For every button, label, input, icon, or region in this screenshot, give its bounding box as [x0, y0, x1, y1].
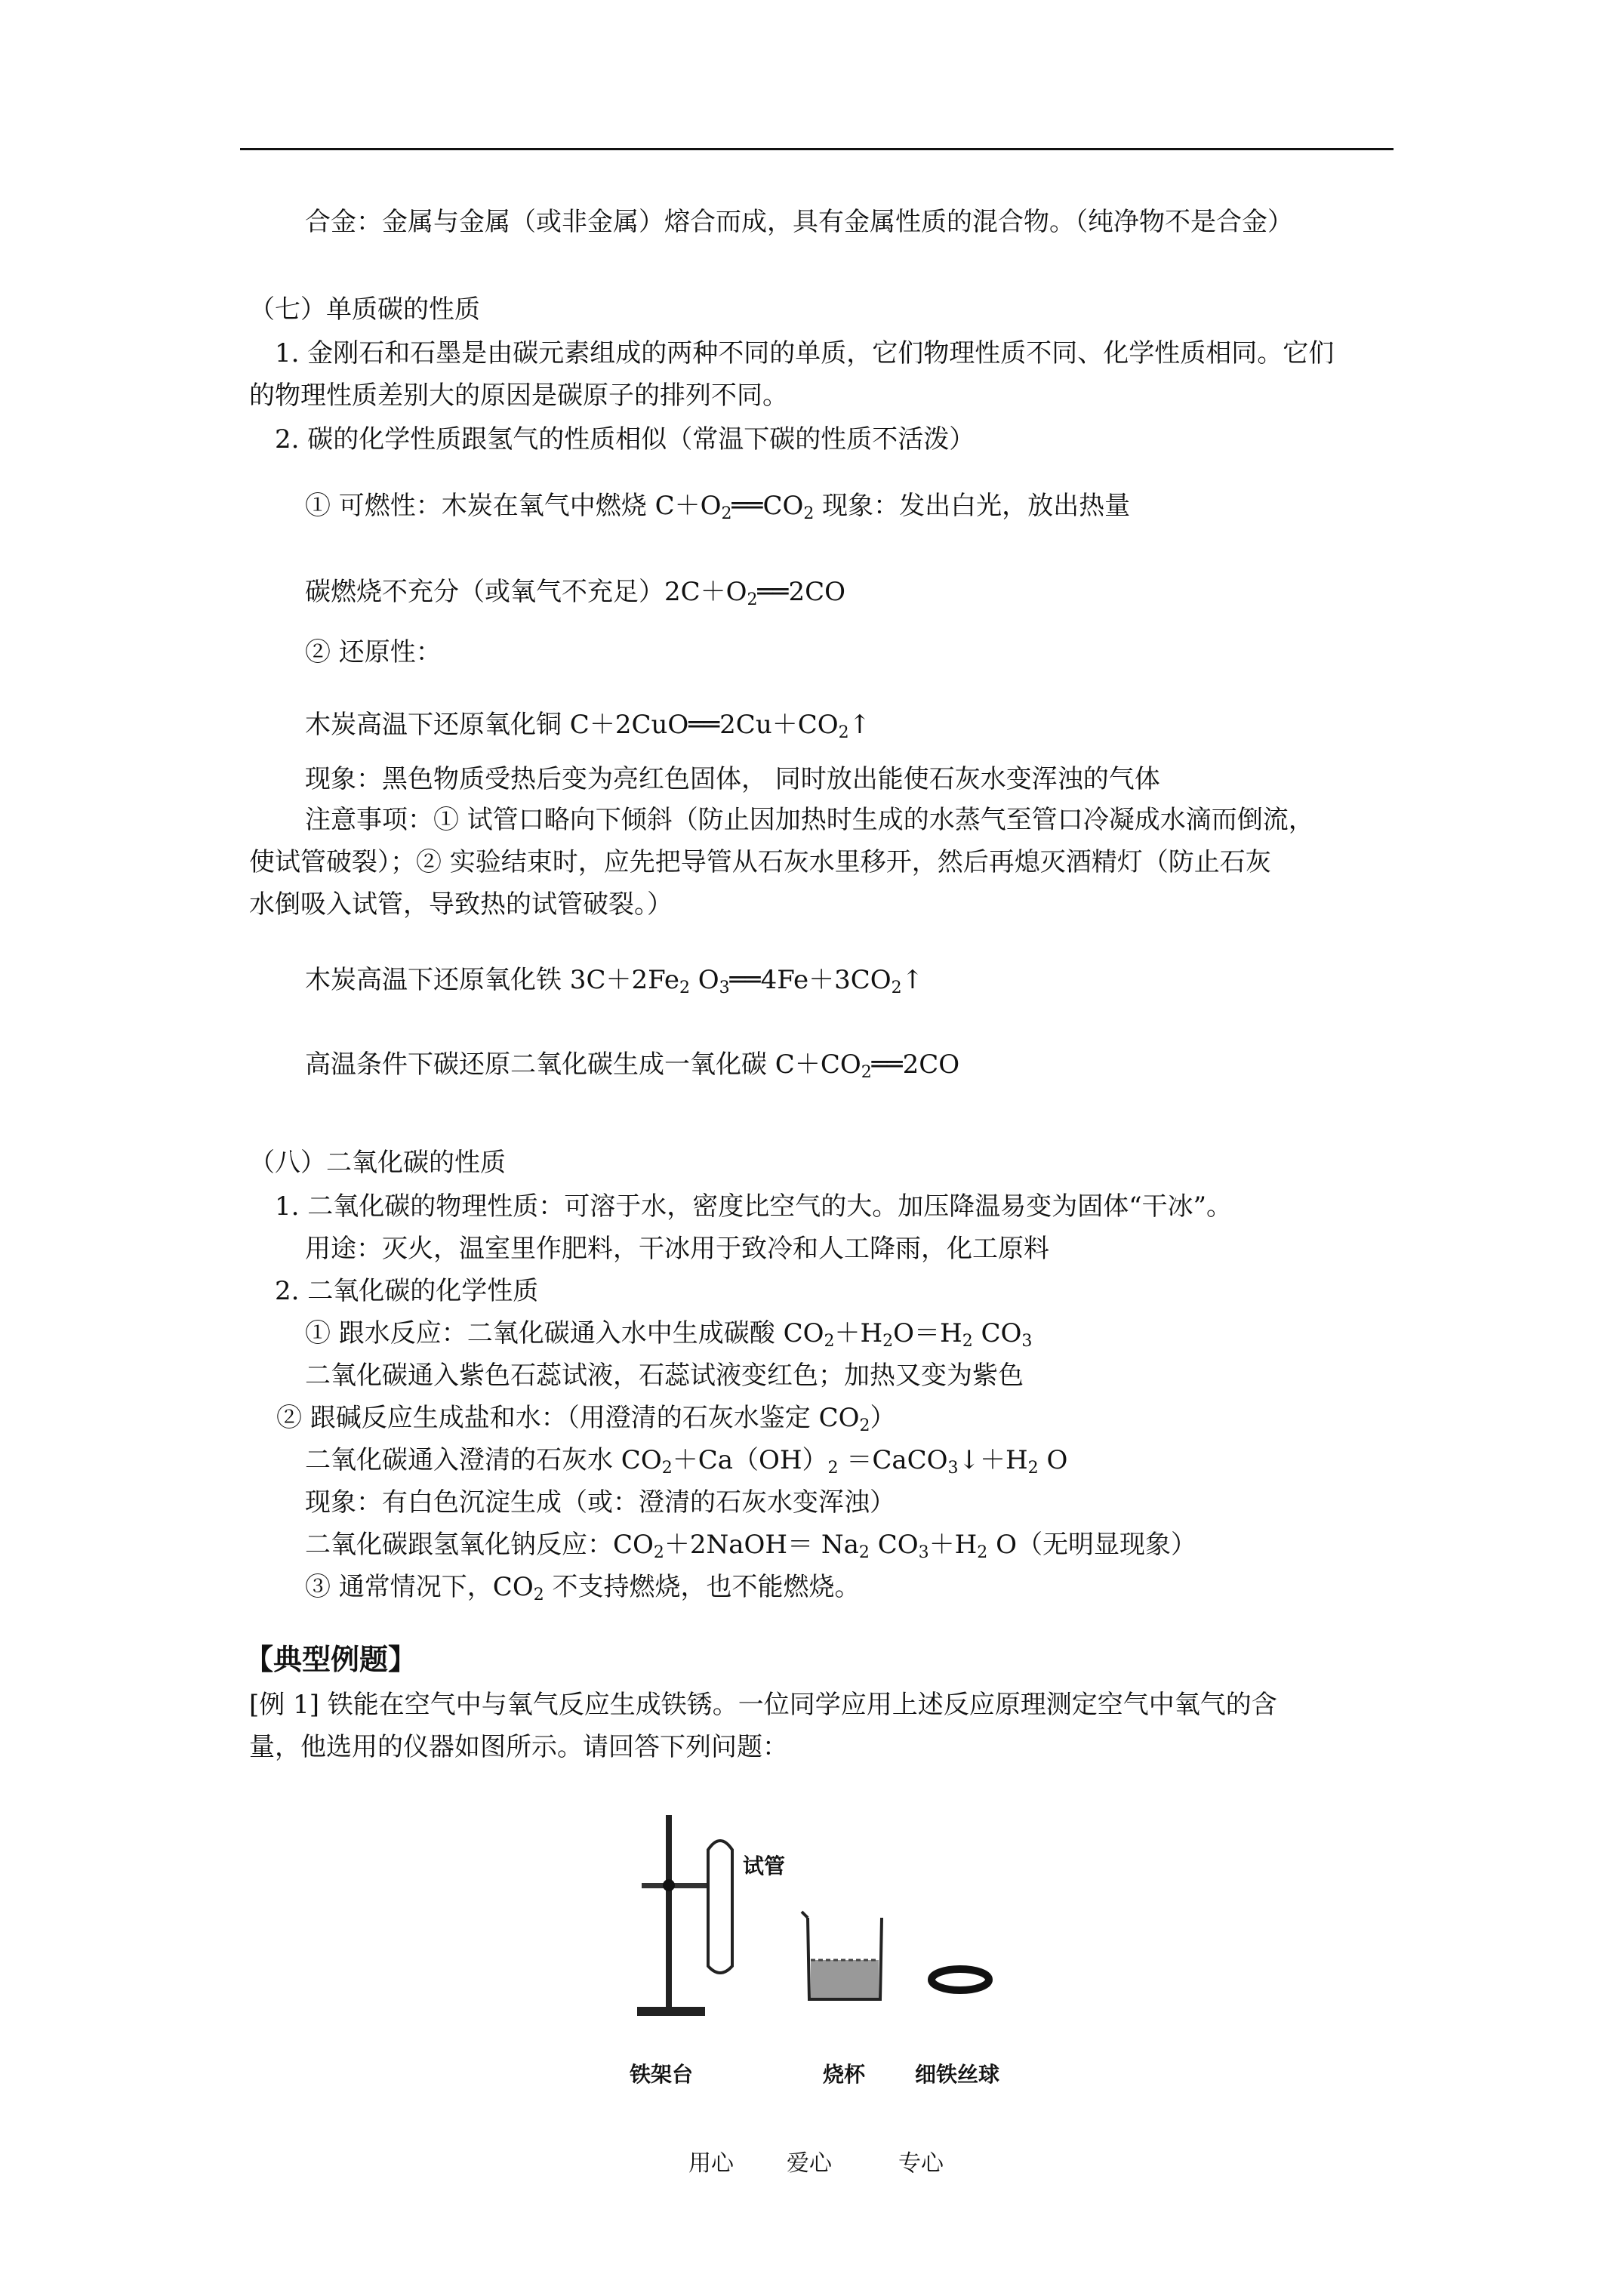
label-beaker: 烧杯: [823, 2062, 866, 2087]
naoh-equation: 二氧化碳跟氢氧化钠反应：$CO_2+2NaOH= Na_2$ $CO_3+H_2$ O（无明显现象）: [305, 1530, 1196, 1562]
example1-line1: [例 1] 铁能在空气中与氧气反应生成铁锈。一位同学应用上述反应原理测定空气中氧气的含: [249, 1690, 1277, 1720]
footer-text-2: 爱心: [787, 2150, 832, 2177]
example1-line2: 量，他选用的仪器如图所示。请回答下列问题：: [249, 1732, 788, 1762]
notes-line2: 使试管破裂）；② 实验结束时，应先把导管从石灰水里移开，然后再熄灭酒精灯（防止石灰: [249, 847, 1271, 877]
steel-wool-ball-drawing: [932, 1969, 989, 1990]
footer-text-1: 用心: [688, 2150, 734, 2177]
incomplete-combustion-equation: 碳燃烧不充分（或氧气不充足）$2C+O_2══2CO$: [305, 577, 845, 609]
label-iron-stand: 铁架台: [630, 2062, 694, 2087]
alloy-definition: 合金：金属与金属（或非金属）熔合而成，具有金属性质的混合物。（纯净物不是合金）: [305, 207, 1293, 237]
test-tube-drawing: [708, 1841, 732, 1973]
label-steel-wool: 细铁丝球: [915, 2062, 1000, 2087]
notes-line3: 水倒吸入试管，导致热的试管破裂。）: [249, 889, 673, 920]
section-7-title: （七）单质碳的性质: [249, 294, 480, 325]
footer-text-3: 专心: [898, 2150, 944, 2177]
sec8-point1: 1. 二氧化碳的物理性质：可溶于水，密度比空气的大。加压降温易变为固体“干冰”。: [275, 1191, 1233, 1222]
sec8-point2: 2. 二氧化碳的化学性质: [275, 1276, 539, 1306]
co2-reduction-equation: 高温条件下碳还原二氧化碳生成一氧化碳 $C+CO_2══2CO$: [305, 1049, 960, 1082]
water-reaction-equation: ① 跟水反应：二氧化碳通入水中生成碳酸 $CO_2+H_2O=H_2$ $CO_3$: [305, 1318, 1033, 1351]
limewater-phenomenon: 现象：有白色沉淀生成（或：澄清的石灰水变浑浊）: [305, 1487, 895, 1518]
litmus-observation: 二氧化碳通入紫色石蕊试液，石蕊试液变红色；加热又变为紫色: [305, 1361, 1024, 1391]
fe2o3-reduction-equation: 木炭高温下还原氧化铁 $3C+2Fe_2$ $O_3══4Fe+3CO_2↑$: [305, 965, 924, 997]
cuo-phenomenon: 现象：黑色物质受热后变为亮红色固体， 同时放出能使石灰水变浑浊的气体: [305, 764, 1160, 794]
sec7-point1-line1: 1. 金刚石和石墨是由碳元素组成的两种不同的单质，它们物理性质不同、化学性质相同。它们: [275, 338, 1335, 368]
label-test-tube: 试管: [743, 1854, 786, 1878]
notes-line1: 注意事项：① 试管口略向下倾斜（防止因加热时生成的水蒸气至管口冷凝成水滴而倒流，: [305, 805, 1314, 835]
sec7-point2: 2. 碳的化学性质跟氢气的性质相似（常温下碳的性质不活泼）: [275, 424, 975, 455]
base-reaction-heading: ② 跟碱反应生成盐和水：（用澄清的石灰水鉴定 $CO_2$）: [276, 1403, 896, 1435]
co2-uses: 用途：灭火，温室里作肥料，干冰用于致冷和人工降雨，化工原料: [305, 1234, 1049, 1264]
typical-examples-title: 【典型例题】: [245, 1642, 417, 1676]
combustion-equation: ① 可燃性：木炭在氧气中燃烧 $C+O_2══CO_2$ 现象：发出白光，放出热量: [305, 491, 1131, 523]
cuo-reduction-equation: 木炭高温下还原氧化铜 $C+2CuO══2Cu+CO_2↑$: [305, 710, 871, 742]
sec7-point1-line2: 的物理性质差别大的原因是碳原子的排列不同。: [249, 381, 788, 411]
section-8-title: （八）二氧化碳的性质: [249, 1148, 506, 1178]
reducibility-heading: ② 还原性：: [305, 637, 442, 667]
beaker-drawing: [802, 1912, 882, 1999]
limewater-equation: 二氧化碳通入澄清的石灰水 $CO_2+Ca(OH)_2$ $=CaCO_3↓+H_2$ O: [305, 1445, 1068, 1478]
co2-no-combustion: ③ 通常情况下，$CO_2$ 不支持燃烧，也不能燃烧。: [305, 1572, 861, 1604]
header-rule: [240, 148, 1394, 150]
